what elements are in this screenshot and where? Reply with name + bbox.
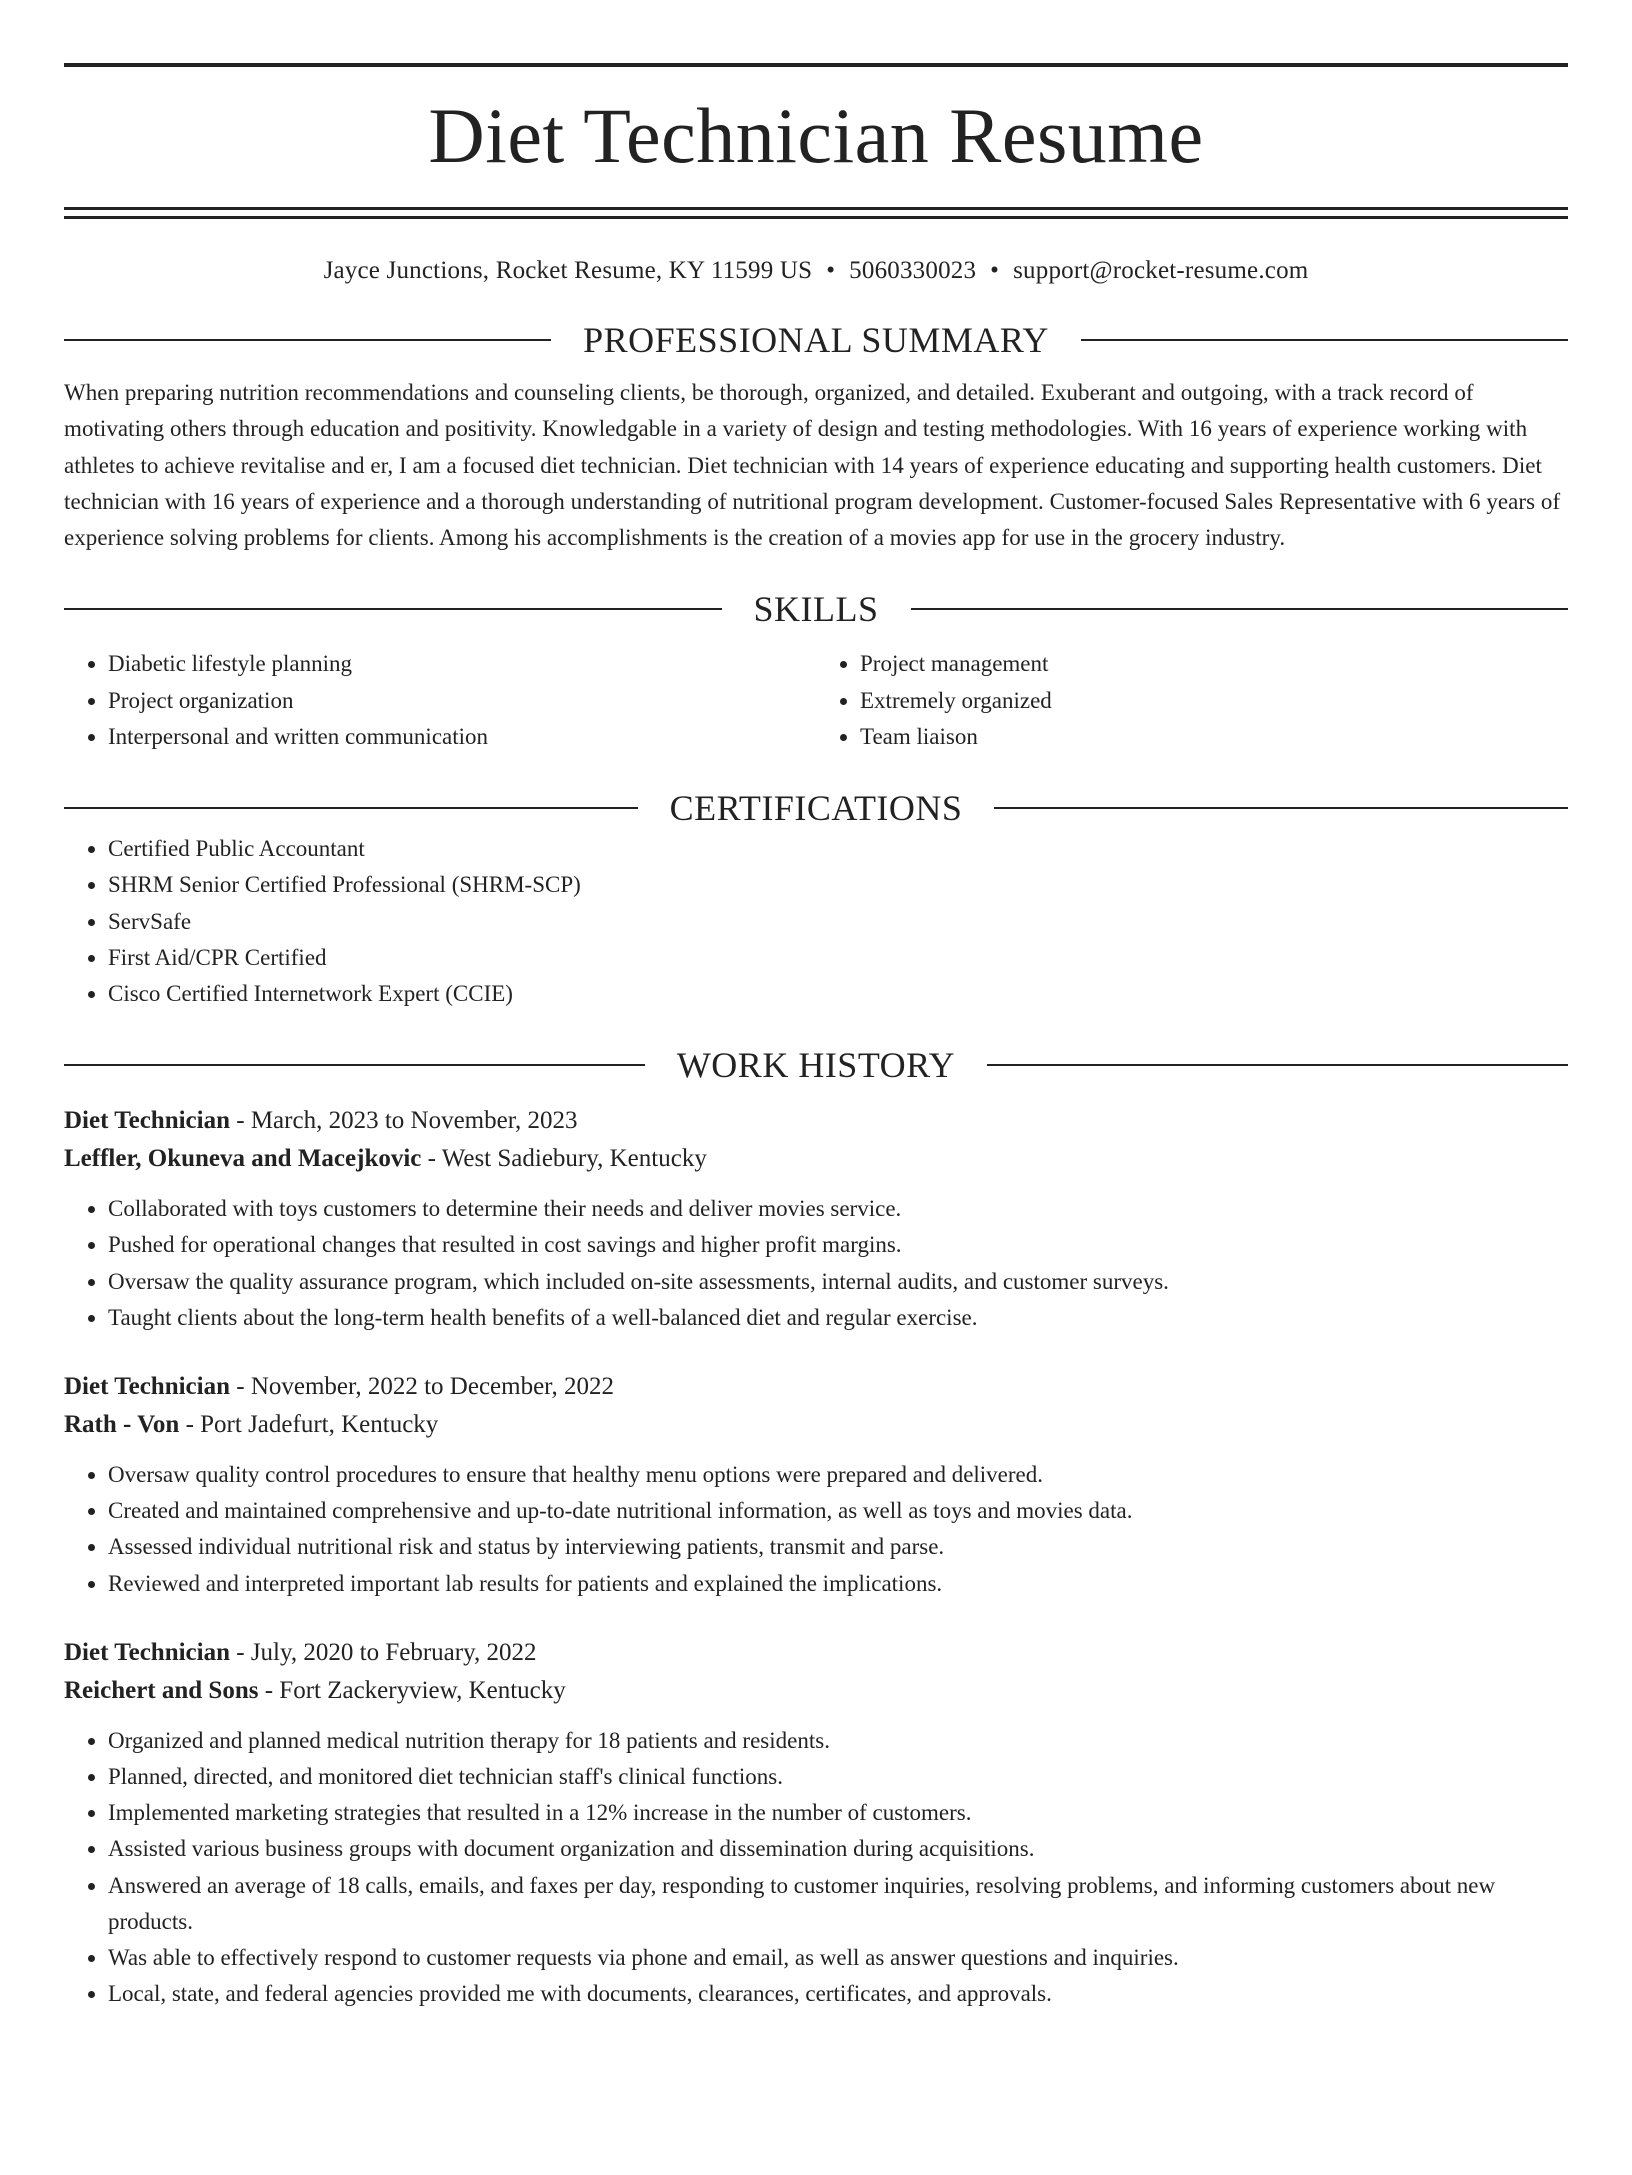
job-duty-item: • Planned, directed, and monitored diet technician staff's clinical functions. [108,1759,1568,1795]
job-title: Diet Technician [64,1372,230,1400]
skill-item: • Diabetic lifestyle planning [108,646,816,682]
job-duty-item: • Taught clients about the long-term health benefits of a well-balanced diet and regular exercise. [108,1300,1568,1336]
job-company: Rath - Von [64,1410,180,1438]
skill-item: • Interpersonal and written communication [108,719,816,755]
job-duty-item: • Answered an average of 18 calls, emails, and faxes per day, responding to customer inquiries, resolving problems, and informing customers about new products. [108,1868,1568,1940]
contact-separator: • [990,257,1000,284]
section-title-skills: SKILLS [753,589,879,630]
job-duty-item: • Assisted various business groups with document organization and dissemination during acquisitions. [108,1831,1568,1867]
job-entry [64,1368,1568,1602]
skill-item: • Project management [860,646,1568,682]
job-duties-list [64,1457,1568,1602]
job-location: - Fort Zackeryview, Kentucky [258,1676,566,1704]
resume-page [0,63,1632,2175]
job-company-line [64,1672,1568,1710]
section-title-certifications: CERTIFICATIONS [669,788,963,829]
certification-item: • First Aid/CPR Certified [108,940,1568,976]
contact-email: support@rocket-resume.com [1013,257,1309,284]
divider [994,807,1568,809]
skills-list-right [816,646,1568,755]
section-title-work-history: WORK HISTORY [676,1045,956,1086]
contact-separator: • [826,257,836,284]
section-header-certifications [64,785,1568,831]
skills-grid [64,646,1568,755]
divider [64,807,638,809]
title-double-rule [64,207,1568,219]
certification-item: • SHRM Senior Certified Professional (SHRM-SCP) [108,867,1568,903]
job-dates: - November, 2022 to December, 2022 [230,1372,614,1400]
job-company-line [64,1406,1568,1444]
job-dates: - March, 2023 to November, 2023 [230,1107,578,1135]
section-header-work-history [64,1042,1568,1088]
job-location: - West Sadiebury, Kentucky [421,1145,707,1173]
certification-item: • ServSafe [108,904,1568,940]
job-title: Diet Technician [64,1638,230,1666]
certification-item: • Cisco Certified Internetwork Expert (CCIE) [108,976,1568,1012]
job-duty-item: • Was able to effectively respond to customer requests via phone and email, as well as answer questions and inquiries. [108,1940,1568,1976]
job-title: Diet Technician [64,1107,230,1135]
job-title-line [64,1102,1568,1140]
job-duty-item: • Collaborated with toys customers to determine their needs and deliver movies service. [108,1191,1568,1227]
contact-phone: 5060330023 [849,257,977,284]
divider [64,339,551,341]
job-entry [64,1634,1568,2013]
divider [987,1064,1568,1066]
job-title-line [64,1368,1568,1406]
contact-address: Jayce Junctions, Rocket Resume, KY 11599 US [323,257,813,284]
page-title: Diet Technician Resume [428,92,1204,179]
job-duties-list [64,1191,1568,1336]
divider [1081,339,1568,341]
job-location: - Port Jadefurt, Kentucky [179,1410,439,1438]
certification-item: • Certified Public Accountant [108,831,1568,867]
job-duty-item: • Oversaw the quality assurance program, which included on-site assessments, internal audits, and customer surveys. [108,1264,1568,1300]
section-header-summary [64,317,1568,363]
section-title-summary: PROFESSIONAL SUMMARY [583,320,1049,360]
divider [911,608,1569,610]
divider [64,1064,645,1066]
job-company-line [64,1140,1568,1178]
certifications-list [64,831,1568,1012]
job-duty-item: • Implemented marketing strategies that resulted in a 12% increase in the number of customers. [108,1795,1568,1831]
job-duties-list [64,1723,1568,2013]
summary-paragraph: When preparing nutrition recommendations and counseling clients, be thorough, organized, and detailed. Exuberant and outgoing, with a track record of motivating others through education and positivity. Knowledgable in a variety of design and testing methodologies. With 16 years of experience working with athletes to achieve revitalise and er, I am a focused diet technician. Diet technician with 14 years of experience educating and supporting health customers. Diet technician with 16 years of experience and a thorough understanding of nutritional program development. Customer-focused Sales Representative with 6 years of experience solving problems for clients. Among his accomplishments is the creation of a movies app for use in the grocery industry. [64,380,1561,551]
job-company: Reichert and Sons [64,1676,259,1704]
job-company: Leffler, Okuneva and Macejkovic [64,1145,422,1173]
job-title-line [64,1634,1568,1672]
job-duty-item: • Organized and planned medical nutrition therapy for 18 patients and residents. [108,1723,1568,1759]
divider [64,608,722,610]
section-header-skills [64,586,1568,632]
job-duty-item: • Assessed individual nutritional risk and status by interviewing patients, transmit and parse. [108,1529,1568,1565]
job-duty-item: • Local, state, and federal agencies provided me with documents, clearances, certificates, and approvals. [108,1976,1568,2012]
job-duty-item: • Created and maintained comprehensive and up-to-date nutritional information, as well as toys and movies data. [108,1493,1568,1529]
job-duty-item: • Reviewed and interpreted important lab results for patients and explained the implications. [108,1566,1568,1602]
skill-item: • Project organization [108,683,816,719]
skill-item: • Team liaison [860,719,1568,755]
contact-line [64,255,1568,287]
job-entry [64,1102,1568,1336]
skills-list-left [64,646,816,755]
job-duty-item: • Pushed for operational changes that resulted in cost savings and higher profit margins. [108,1227,1568,1263]
job-dates: - July, 2020 to February, 2022 [230,1638,537,1666]
skill-item: • Extremely organized [860,683,1568,719]
job-duty-item: • Oversaw quality control procedures to ensure that healthy menu options were prepared and delivered. [108,1457,1568,1493]
